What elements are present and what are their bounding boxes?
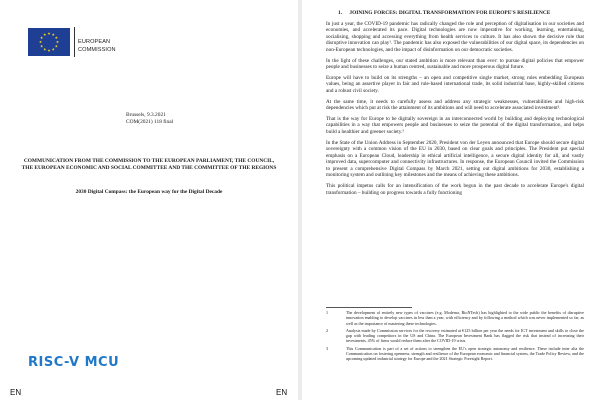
place-date: Brussels, 9.3.2021 xyxy=(126,112,166,118)
communication-title: COMMUNICATION FROM THE COMMISSION TO THE EUROPEAN PARLIAMENT, THE COUNCIL, THE EUROPEAN ECONOMIC AND SOCIAL COMMITTEE AND THE COMMITTEE OF THE REGIONS xyxy=(21,158,277,171)
watermark-text: RISC-V MCU xyxy=(28,355,120,370)
footnote-number: 3 xyxy=(326,345,329,351)
section-number: 1. xyxy=(338,10,343,16)
language-code: EN xyxy=(276,388,288,397)
document-reference: COM(2021) 118 final xyxy=(126,119,174,125)
paragraph: This political impetus calls for an intensification of the work begun in the past decade to accelerate Europe's digital transformation – building on progress towards a fully functioning xyxy=(326,183,584,196)
eu-flag-logo xyxy=(28,28,70,56)
footnote-number: 2 xyxy=(326,327,329,333)
footnote xyxy=(326,346,584,362)
footnote xyxy=(326,328,584,344)
document-cover-page xyxy=(0,0,298,400)
section-heading xyxy=(338,10,584,17)
paragraph: In the light of these challenges, our stated ambition is more relevant than ever: to pursue digital policies that empower people and businesses to seize a human centred, sustainable and more prosperous digital future. xyxy=(326,57,584,71)
section-title: JOINING FORCES: DIGITAL TRANSFORMATION FOR EUROPE'S RESILIENCE xyxy=(349,10,551,16)
paragraph: In the State of the Union Address in September 2020, President von der Leyen announced that Europe should secure digital sovereignty with a common vision of the EU in 2030, based on clear goals and principles. The President put special emphasis on a European Cloud, leadership in ethical artificial intelligence, a secure digital identity for all, and vastly improved data, supercomputer and connectivity infrastructures. In response, the European Council invited the Commission to present a comprehensive Digital Compass by March 2021, setting out digital ambitions for 2030, establishing a monitoring system and outlining key milestones and the means of achieving these ambitions. xyxy=(326,139,584,179)
organization-name-line: COMMISSION xyxy=(78,46,116,53)
communication-subtitle: 2030 Digital Compass: the European way for the Digital Decade xyxy=(75,189,223,195)
organization-name-line: EUROPEAN xyxy=(78,39,111,45)
paragraph: At the same time, it needs to carefully assess and address any strategic weaknesses, vulnerabilities and high-risk dependencies which put at risk the attainment of its ambitions and will need to accelerate associated investment². xyxy=(326,98,584,112)
paragraph: That is the way for Europe to be digitally sovereign in an interconnected world by building and deploying technological capabilities in a way that empowers people and businesses to seize the potential of the digital transformation, and helps build a healthier and greener society.³ xyxy=(326,115,584,135)
language-code: EN xyxy=(10,388,22,397)
logo-divider xyxy=(74,27,75,57)
footnote-text: Analysis made by Commission services for the recovery estimated at €125 billion per year the needs for ICT investment and skills to close the gap with leading competitors in the US and China. The European Investment Bank has flagged the risk that instead of increasing their investments, 45% of firms would reduce them after the COVID-19 crisis. xyxy=(346,327,584,344)
paragraph: Europe will have to build on its strengths – an open and competitive single market, strong rules embedding European values, being an assertive player in fair and rule-based international trade, its solid industrial base, highly-skilled citizens and a robust civil society. xyxy=(326,74,584,94)
document-content-page xyxy=(302,0,600,400)
organization-name xyxy=(78,39,116,54)
paragraph: In just a year, the COVID-19 pandemic has radically changed the role and perception of digitalisation in our societies and economies, and accelerated its pace. Digital technologies are now imperative for working, learning, entertaining, socialising, shopping and accessing everything from health services to culture. It has also shown the decisive role that disruptive innovation can play¹. The pandemic has also exposed the vulnerabilities of our digital space, its dependencies on non-European technologies, and the impact of disinformation on our democratic societies. xyxy=(326,20,584,53)
footnotes xyxy=(326,310,584,364)
footnote-separator xyxy=(326,307,412,308)
body-text xyxy=(326,10,584,200)
footnote-number: 1 xyxy=(326,310,329,315)
footnote-text: This Communication is part of a set of actions to strengthen the EU's open strategic autonomy and resilience. These include inter alia the Communication on fostering openness, strength and resilience of the European economic and financial system, the Trade Policy Review, and the upcoming updated industrial strategy for Europe and the 2021 Strategic Foresight Report. xyxy=(346,345,584,362)
footnote xyxy=(326,310,584,326)
footnote-text: The development of entirely new types of vaccines (e.g. Moderna, BioNTech) has highlighted to the wide public the benefits of disruptive innovation enabling to develop vaccines in less than a year, with efficiency and by following a method which was never implemented so far, as well as the importance of mastering these technologies. xyxy=(346,310,584,326)
place-date-block xyxy=(126,112,173,126)
